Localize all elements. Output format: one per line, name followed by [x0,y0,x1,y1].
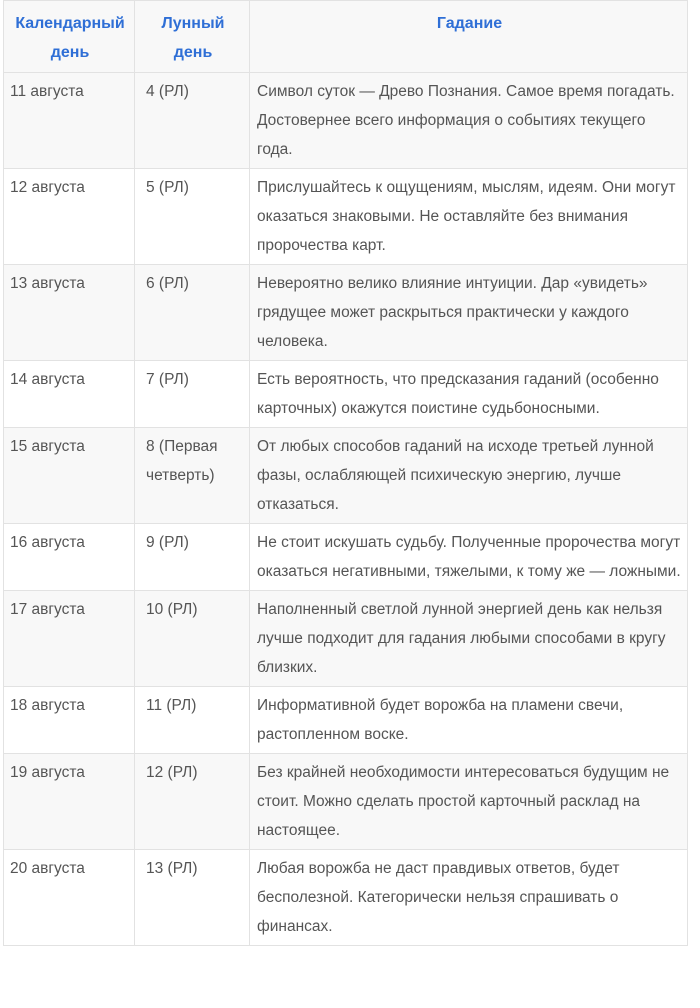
cell-calendar-day: 16 августа [4,524,135,591]
cell-divination: Наполненный светлой лунной энергией день как нельзя лучше подходит для гадания любыми способами в кругу близких. [250,591,688,687]
cell-divination: Прислушайтесь к ощущениям, мыслям, идеям. Они могут оказаться знаковыми. Не оставляйте без внимания пророчества карт. [250,169,688,265]
cell-lunar-day: 8 (Первая четверть) [135,428,250,524]
table-row [4,591,688,687]
table-body [4,73,688,946]
table-row [4,361,688,428]
cell-calendar-day: 14 августа [4,361,135,428]
cell-divination: Информативной будет ворожба на пламени свечи, растопленном воске. [250,687,688,754]
cell-divination: Любая ворожба не даст правдивых ответов, будет бесполезной. Категорически нельзя спрашивать о финансах. [250,850,688,946]
cell-divination: Без крайней необходимости интересоваться будущим не стоит. Можно сделать простой карточный расклад на настоящее. [250,754,688,850]
cell-calendar-day: 11 августа [4,73,135,169]
cell-lunar-day: 10 (РЛ) [135,591,250,687]
cell-divination: Символ суток — Древо Познания. Самое время погадать. Достовернее всего информация о событиях текущего года. [250,73,688,169]
cell-calendar-day: 15 августа [4,428,135,524]
cell-divination: Невероятно велико влияние интуиции. Дар «увидеть» грядущее может раскрыться практически у каждого человека. [250,265,688,361]
table-row [4,169,688,265]
cell-calendar-day: 13 августа [4,265,135,361]
divination-calendar-table [3,0,688,946]
cell-calendar-day: 12 августа [4,169,135,265]
header-divination: Гадание [250,1,688,73]
cell-calendar-day: 19 августа [4,754,135,850]
header-calendar-day: Календарный день [4,1,135,73]
cell-lunar-day: 7 (РЛ) [135,361,250,428]
cell-lunar-day: 13 (РЛ) [135,850,250,946]
cell-divination: От любых способов гаданий на исходе третьей лунной фазы, ослабляющей психическую энергию, лучше отказаться. [250,428,688,524]
cell-lunar-day: 6 (РЛ) [135,265,250,361]
header-row [4,1,688,73]
table-row [4,850,688,946]
table-row [4,524,688,591]
table-header [4,1,688,73]
table-row [4,428,688,524]
table-row [4,265,688,361]
cell-lunar-day: 9 (РЛ) [135,524,250,591]
cell-lunar-day: 5 (РЛ) [135,169,250,265]
cell-divination: Не стоит искушать судьбу. Полученные пророчества могут оказаться негативными, тяжелыми, к тому же — ложными. [250,524,688,591]
cell-calendar-day: 18 августа [4,687,135,754]
table-row [4,754,688,850]
table-row [4,687,688,754]
cell-lunar-day: 11 (РЛ) [135,687,250,754]
cell-calendar-day: 17 августа [4,591,135,687]
cell-lunar-day: 4 (РЛ) [135,73,250,169]
cell-calendar-day: 20 августа [4,850,135,946]
table-row [4,73,688,169]
cell-divination: Есть вероятность, что предсказания гаданий (особенно карточных) окажутся поистине судьбоносными. [250,361,688,428]
header-lunar-day: Лунный день [135,1,250,73]
cell-lunar-day: 12 (РЛ) [135,754,250,850]
